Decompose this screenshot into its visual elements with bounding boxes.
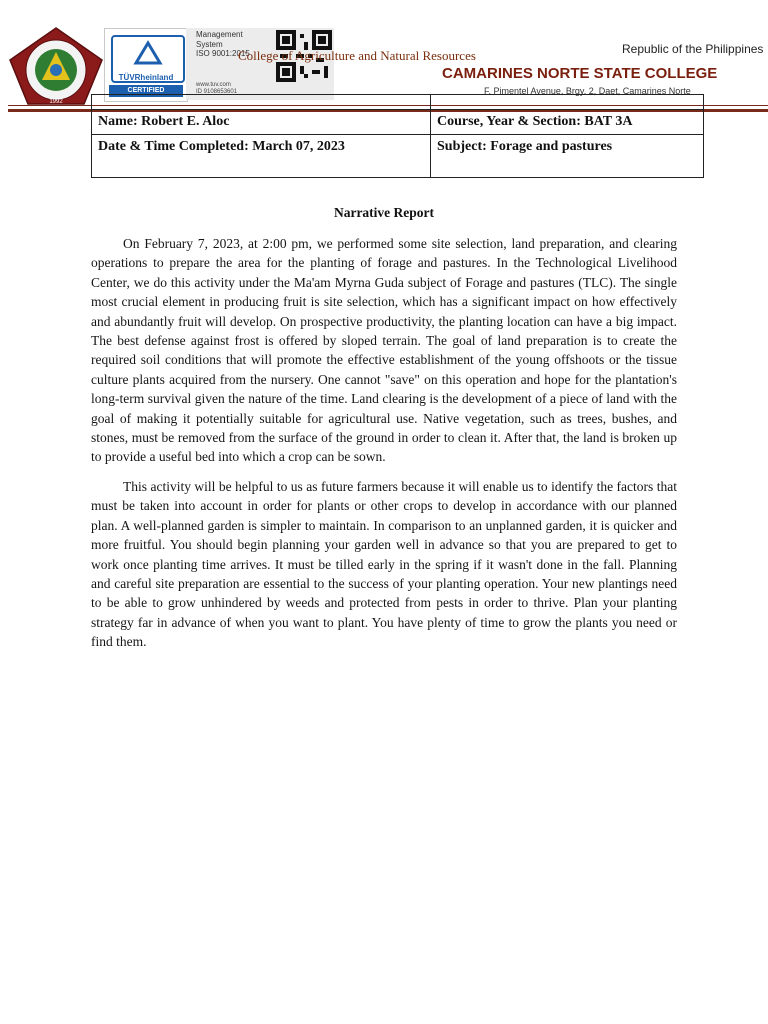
date-completed: Date & Time Completed: March 07, 2023 [92, 135, 431, 178]
student-name: Name: Robert E. Aloc [92, 110, 431, 135]
student-info-table [91, 94, 704, 178]
course-year-section: Course, Year & Section: BAT 3A [431, 110, 704, 135]
report-title: Narrative Report [333, 205, 435, 220]
subject: Subject: Forage and pastures [431, 135, 704, 178]
college-seal-logo [8, 26, 104, 106]
mgmt-line: ISO 9001:2015 [196, 49, 250, 58]
college-name: College of Agriculture and Natural Resources [238, 48, 476, 63]
info-row-blank [92, 95, 704, 110]
mgmt-line: System [196, 39, 223, 49]
info-row [92, 110, 704, 135]
mgmt-line: Management [196, 30, 243, 39]
report-paragraph: This activity will be helpful to us as future farmers because it will enable us to identify the factors that must be taken into account in order for plants or other crops to develop in accordance with our planned plan. A well-planned garden is simpler to maintain. In comparison to an unplanned garden, it is quicker and more fruitful. You should begin planning your garden well in advance so that you are prepared to get to work once planting time arrives. It must be tilled early in the spring if it wasn't done in the fall. Planning and careful site preparation are essential to the success of your planting operation. Your new plantings need to be able to grow unhindered by weeds and protected from pests in order to thrive. Plan your planting strategy far in advance of when you want to plant. You have plenty of time to grow the plants you need or find them. [91, 478, 677, 650]
seal-year: 1992 [49, 99, 63, 105]
info-cell-blank [92, 95, 431, 110]
school-name: CAMARINES NORTE STATE COLLEGE [442, 65, 718, 82]
republic-line: Republic of the Philippines [622, 42, 764, 56]
report-body [91, 234, 677, 662]
tuv-name: TÜVRheinland [118, 73, 174, 82]
tuv-id: ID 9108653601 [196, 89, 238, 95]
info-row [92, 135, 704, 178]
tuv-certification-badge [104, 28, 188, 102]
report-paragraph: On February 7, 2023, at 2:00 pm, we performed some site selection, land preparation, and clearing operations to prepare the area for the planting of forage and pastures. In the Technological Livelihood Center, we do this activity under the Ma'am Myrna Guda subject of Forage and pastures (TLC). The single most crucial element in producing fruit is site selection, which has a significant impact on how effectively and abundantly fruit will develop. On prospective productivity, the planting location can have a big impact. The best defense against frost is offered by sloped terrain. The goal of land preparation is to create the required soil conditions that will promote the effective establishment of the young offshoots or the tissue culture plants acquired from the nursery. One cannot "save" on this operation and hope for the plantation's long-term survival given the nature of the time. Land clearing is the development of a piece of land with the goal of making it potentially suitable for agricultural use. Native vegetation, such as trees, bushes, and stones, must be removed from the surface of the ground in order to clean it. After that, the land is broken up to provide a useful bed into which a crop can be sown. [91, 236, 677, 465]
tuv-site: www.tuv.com [196, 82, 231, 88]
school-address: F. Pimentel Avenue, Brgy. 2, Daet, Camarines Norte [484, 86, 691, 96]
info-cell-blank [431, 95, 704, 110]
tuv-triangle-icon [113, 37, 183, 67]
tuv-certified-label: CERTIFIED [109, 85, 183, 97]
